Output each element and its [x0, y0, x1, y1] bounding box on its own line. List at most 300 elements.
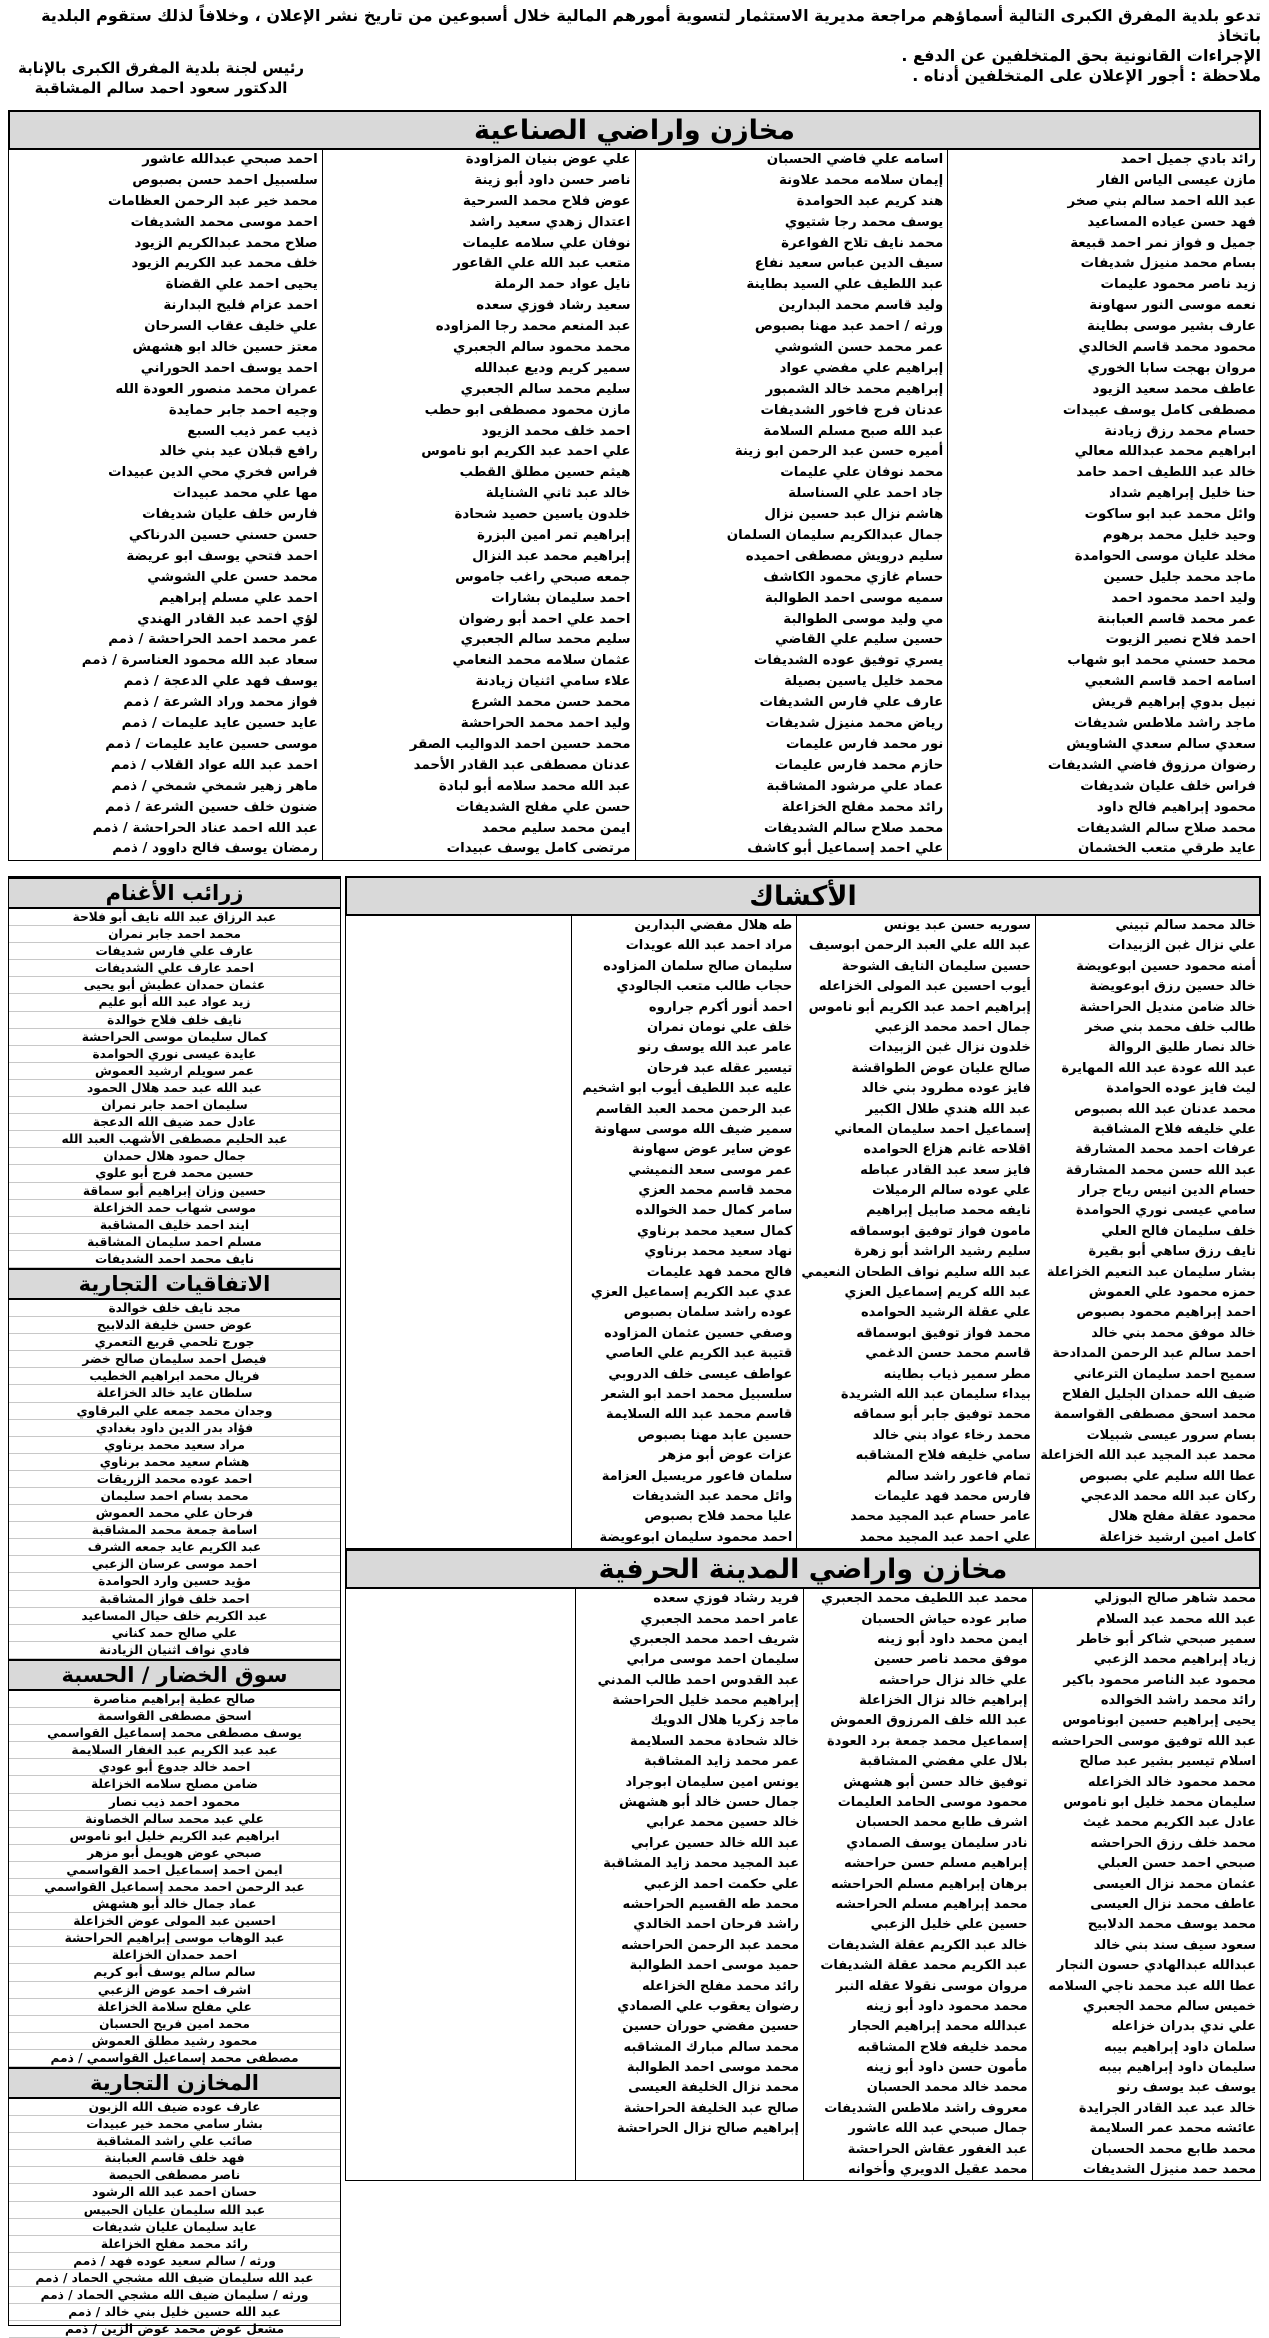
name-entry: اشرف طابع محمد الحسبان — [855, 1815, 1028, 1831]
name-entry — [346, 1324, 571, 1344]
name-entry: فايز سعد عبد القادر عباطه — [860, 1162, 1031, 1178]
name-entry: عبد الله حسن محمد المشارقة — [1065, 1162, 1256, 1178]
name-entry: علي خليفه فلاح المشاقبة — [1092, 1121, 1256, 1137]
vegetable-market-list — [9, 1691, 340, 2067]
name-entry: سوريه حسن عبد يونس — [883, 918, 1031, 933]
name-entry: فراس فخري محي الدين عبيدات — [108, 465, 318, 481]
name-entry: عمر موسى سعد النميشي — [628, 1162, 793, 1178]
name-entry: فالح محمد فهد عليمات — [646, 1264, 793, 1280]
name-entry: سليمان داود إبراهيم بيبه — [1098, 2060, 1256, 2076]
name-entry — [346, 1405, 571, 1425]
name-entry: محمد إبراهيم مسلم الحراحشه — [835, 1896, 1028, 1912]
name-entry: محمد عبد الرحمن الحراحشه — [621, 1937, 799, 1953]
name-entry — [346, 2119, 575, 2139]
name-entry: جمال حسن خالد أبو هشهش — [619, 1795, 799, 1811]
name-entry: وصفي حسين عثمان المزاوده — [604, 1325, 793, 1341]
name-entry: محمد طه القسيم الحراحشه — [622, 1896, 799, 1912]
name-entry: إبراهيم محمد خالد الشمبور — [765, 381, 944, 397]
name-entry: محمد فواز توفيق ابوسماقه — [856, 1325, 1031, 1341]
name-entry: عبد الغفور عقاش الحراحشة — [847, 2141, 1028, 2157]
name-entry: خالد نصار طليق الروالة — [1108, 1040, 1256, 1056]
signature-name: الدكتور سعود احمد سالم المشاقبة — [34, 79, 288, 97]
name-entry — [346, 1936, 575, 1956]
name-entry: سلسبيل محمد احمد ابو الشعر — [601, 1386, 793, 1402]
name-entry — [346, 1589, 575, 1609]
name-entry: إبراهيم محمد عبد النزال — [472, 548, 631, 564]
name-entry — [346, 1181, 571, 1201]
name-entry: رائد بادي جميل احمد — [1120, 152, 1256, 167]
name-entry: بسام سرور عيسى شبيلات — [1086, 1427, 1256, 1443]
name-entry — [346, 1426, 571, 1446]
name-entry: عبد المجيد محمد زايد المشاقبة — [603, 1856, 799, 1872]
name-entry — [346, 1630, 575, 1650]
name-entry: علي حكمت احمد الزعبي — [643, 1876, 799, 1892]
signature-block — [18, 58, 304, 98]
name-entry — [346, 1303, 571, 1323]
list-item: عادل حمد ضيف الله الدعجة — [9, 1114, 340, 1131]
name-entry: يحيى احمد علي القضاة — [165, 277, 318, 293]
name-entry: قتيبة عبد الكريم علي العاصي — [605, 1346, 793, 1362]
name-entry: سليم رشيد الراشد أبو زهرة — [854, 1244, 1031, 1260]
name-entry: بشار سليمان عبد النعيم الخزاعلة — [1046, 1264, 1256, 1280]
name-entry: حازم محمد فارس عليمات — [774, 757, 944, 773]
name-entry: علي خليف عقاب السرحان — [144, 319, 318, 335]
name-entry — [346, 1507, 571, 1527]
table-column — [803, 1589, 1032, 2180]
name-entry — [346, 2099, 575, 2119]
name-entry: توفيق خالد حسن أبو هشهش — [843, 1774, 1028, 1790]
name-entry — [346, 1140, 571, 1160]
name-entry: عارف علي فارس الشديفات — [759, 695, 944, 711]
name-entry: مروان موسى نقولا عقله النبر — [835, 1978, 1028, 1994]
name-entry: محمد محمود داود أبو زينه — [865, 1998, 1028, 2014]
name-entry: جمال عبدالكريم سليمان السلمان — [726, 528, 944, 544]
name-entry: علي احمد عبد المجيد محمد — [859, 1529, 1031, 1545]
name-entry: سمير ضيف الله موسى سهاونة — [594, 1121, 793, 1137]
name-entry: محمد اسحق مصطفى القواسمة — [1053, 1407, 1256, 1423]
intro-line-1: تدعو بلدية المفرق الكبرى التالية أسماؤهم مراجعة مديرية الاستثمار لتسوية أمورهم المالية خلال أسبوعين من تاريخ نشر الإعلان ، وخلافاً لذلك ستقوم البلدية باتخاذ — [41, 6, 1261, 45]
name-entry — [346, 1875, 575, 1895]
name-entry: محمد خلف رزق الحراحشه — [1090, 1835, 1256, 1851]
list-item: ابراهيم عبد الكريم خليل ابو ناموس — [9, 1828, 340, 1845]
name-entry: كمال سعيد محمد برناوي — [636, 1223, 793, 1239]
name-entry: خالد عبد اللطيف احمد حامد — [1076, 465, 1256, 481]
list-item: احمد عوده محمد الزريقات — [9, 1471, 340, 1488]
name-entry: وائل محمد عبد الشديفات — [632, 1488, 793, 1504]
name-entry: عارف بشير موسى بطاينة — [1087, 319, 1256, 335]
list-item: محمد احمد جابر نمران — [9, 926, 340, 943]
name-entry: زيد ناصر محمود عليمات — [1100, 277, 1256, 293]
name-entry: عوده راشد سلمان بصبوص — [623, 1305, 793, 1321]
table-column — [796, 916, 1035, 1548]
name-entry: لؤي احمد عبد القادر الهندي — [137, 611, 318, 627]
crafts-table — [345, 1589, 1261, 2181]
name-entry — [346, 2038, 575, 2058]
name-entry: عبد الله علي العبد الرحمن ابوسيف — [808, 938, 1031, 954]
name-entry: عرفات احمد محمد المشارقة — [1075, 1142, 1256, 1158]
name-entry: خلف علي نومان نمران — [646, 1019, 793, 1035]
name-entry: خالد عبد الكريم عقلة الشديفات — [827, 1937, 1028, 1953]
name-entry: نعمه موسى النور سهاونة — [1089, 298, 1256, 314]
name-entry: ركان عبد الله محمد الدعجي — [1080, 1488, 1256, 1504]
list-item: احمد موسى عرسان الزعبي — [9, 1556, 340, 1573]
name-entry: عادل عبد الكريم محمد غيث — [1082, 1815, 1256, 1831]
signature-title: رئيس لجنة بلدية المفرق الكبرى بالإنابة — [18, 59, 305, 77]
name-entry: احمد خلف محمد الزيود — [481, 423, 631, 439]
name-entry — [346, 1161, 571, 1181]
side-panel — [8, 876, 341, 2337]
name-entry — [346, 2140, 575, 2160]
name-entry: نور محمد فارس عليمات — [785, 736, 944, 752]
name-entry: محمد عدنان عبد الله بصبوص — [1074, 1101, 1256, 1117]
name-entry — [346, 1854, 575, 1874]
name-entry: عبد المنعم محمد رجا المزاوده — [435, 319, 631, 335]
name-entry: هيثم حسين مطلق القطب — [459, 465, 631, 481]
name-entry: جميل و فواز نمر احمد قبيعة — [1070, 235, 1256, 251]
name-entry: عمر محمد احمد الحراحشة / ذمم — [108, 632, 318, 648]
list-item: احسين عبد المولى عوض الخزاعلة — [9, 1913, 340, 1930]
list-item: محمود احمد ذيب نصار — [9, 1794, 340, 1811]
list-item: وجدان محمد جمعه علي البرقاوي — [9, 1403, 340, 1420]
intro-line-3: ملاحظة : أجور الإعلان على المتخلفين أدناه . — [912, 66, 1261, 85]
name-entry: إيمان سلامه محمد علاونة — [779, 172, 944, 188]
name-entry: عبدالله عبدالهادي حسون النجار — [1056, 1958, 1256, 1974]
name-entry: سمير كريم وديع عبدالله — [474, 360, 631, 376]
name-entry — [346, 1467, 571, 1487]
name-entry: نادر سليمان يوسف الصمادي — [846, 1835, 1028, 1851]
name-entry: ليث فايز عوده الحوامدة — [1106, 1081, 1256, 1097]
name-entry: عامر احمد محمد الجعبري — [640, 1611, 799, 1627]
name-entry: موفق محمد ناصر حسين — [873, 1652, 1028, 1668]
name-entry: معتز حسين خالد ابو هشهش — [132, 340, 318, 356]
name-entry: ماهر زهير شمخي شمخي / ذمم — [111, 778, 318, 794]
name-entry: محمد عبد المجيد عبد الله الخزاعلة — [1040, 1448, 1256, 1464]
name-entry: خلدون ياسين حصيد شحادة — [454, 507, 631, 523]
name-entry: حنا خليل إبراهيم شداد — [1109, 486, 1256, 502]
name-entry: مأمون حسن داود أبو زينه — [865, 2060, 1028, 2076]
name-entry: محمد صلاح سالم الشديفات — [763, 820, 944, 836]
name-entry: مراد احمد عبد الله عويدات — [625, 938, 793, 954]
name-entry: نهاد سعيد محمد برناوي — [644, 1244, 793, 1260]
name-entry: علي احمد إسماعيل أبو كاشف — [747, 841, 944, 857]
name-entry: وائل محمد عبد ابو ساكوت — [1084, 507, 1256, 523]
name-entry: محمد حسين احمد الدواليب الصقر — [409, 736, 631, 752]
name-entry: احمد يوسف احمد الحوراني — [140, 360, 318, 376]
list-item: عثمان حمدان عطيش أبو يحيى — [9, 977, 340, 994]
name-entry: ايمن محمد داود أبو زينه — [877, 1631, 1028, 1647]
name-entry: خلف محمد عبد الكريم الزيود — [131, 256, 318, 272]
list-item: احمد حمدان الخزاعلة — [9, 1947, 340, 1964]
name-entry: خالد حسين محمد عرابي — [646, 1815, 799, 1831]
name-entry — [346, 2058, 575, 2078]
name-entry — [346, 1610, 575, 1630]
name-entry: محمود عبد الناصر محمود باكير — [1063, 1672, 1256, 1688]
name-entry — [346, 2017, 575, 2037]
name-entry: رضوان يعقوب علي الصمادي — [617, 1998, 799, 2014]
name-entry: عبد الله سليم نواف الطحان النعيمي — [801, 1264, 1031, 1280]
name-entry: محمد عبد اللطيف محمد الجعبري — [820, 1591, 1028, 1607]
list-item: احمد خلف فواز المشاقبة — [9, 1591, 340, 1608]
name-entry: خالد شحادة محمد السلايمة — [629, 1733, 799, 1749]
name-entry: عايد حسين عايد عليمات / ذمم — [121, 716, 318, 732]
name-entry: محمد نوفان علي عليمات — [780, 465, 944, 481]
name-entry: قاسم محمد حسن الدغمي — [865, 1346, 1031, 1362]
name-entry — [346, 957, 571, 977]
list-item: احمد خالد جدوع أبو عودي — [9, 1759, 340, 1776]
name-entry: طه هلال مفضي البدارين — [634, 918, 793, 933]
name-entry: ناصر حسن داود أبو زينة — [474, 172, 631, 188]
name-entry: عبد اللطيف علي السيد بطاينة — [746, 277, 944, 293]
name-entry: عوض فلاح محمد السرحية — [462, 193, 631, 209]
name-entry: ايمن محمد سليم محمد — [481, 820, 631, 836]
list-item: فؤاد بدر الدين داود بغدادي — [9, 1420, 340, 1437]
name-entry: سليم محمد سالم الجعبري — [460, 381, 631, 397]
name-entry — [346, 1079, 571, 1099]
name-entry: أمنه محمود حسين ابوعويضة — [1076, 958, 1256, 974]
name-entry: محمد حسن علي الشوشي — [147, 569, 318, 585]
name-entry: محمود عقلة مفلح هلال — [1107, 1509, 1256, 1525]
name-entry: خالد موفق محمد بني خالد — [1091, 1325, 1256, 1341]
name-entry — [346, 1834, 575, 1854]
name-entry: ماجد راشد ملاطس شديفات — [1074, 716, 1256, 732]
name-entry: عزات عوض أبو مزهر — [659, 1448, 793, 1464]
list-item: مؤيد حسين وارد الحوامدة — [9, 1573, 340, 1590]
list-item: محمود رشيد مطلق العموش — [9, 2033, 340, 2050]
name-entry: محمد نزال الخليفة العيسى — [628, 2080, 799, 2096]
name-entry: عبد الله هندي طلال الكبير — [865, 1101, 1031, 1117]
name-entry: ماجد محمد جليل حسين — [1103, 569, 1256, 585]
name-entry: جاد احمد علي السناسلة — [788, 486, 944, 502]
name-entry — [346, 1752, 575, 1772]
name-entry: عثمان محمد نزال العيسى — [1092, 1876, 1256, 1892]
commercial-stores-list — [9, 2099, 340, 2338]
name-entry: إسماعيل محمد جمعة برد العودة — [827, 1733, 1028, 1749]
name-entry: احمد إبراهيم محمود بصبوص — [1076, 1305, 1256, 1321]
name-entry: مازن محمود مصطفى ابو حطب — [424, 402, 631, 418]
vegetable-market-title: سوق الخضار / الحسبة — [9, 1659, 340, 1691]
table-column — [322, 150, 635, 860]
list-item: رائد محمد مفلح الخزاعلة — [9, 2236, 340, 2253]
name-entry: حمزه محمود علي العموش — [1088, 1285, 1256, 1301]
name-entry: محمد صلاح سالم الشديفات — [1076, 820, 1256, 836]
list-item: ايمن احمد إسماعيل احمد القواسمي — [9, 1862, 340, 1879]
name-entry: جمال صبحي عبد الله عاشور — [848, 2121, 1028, 2137]
list-item: عايد سليمان عليان شديفات — [9, 2219, 340, 2236]
name-entry: رياض محمد منيزل شديفات — [765, 716, 944, 732]
name-entry: مها علي محمد عبيدات — [172, 486, 318, 502]
name-entry: خالد محمد سالم تبيني — [1115, 918, 1256, 933]
name-entry — [346, 1018, 571, 1038]
name-entry: إبراهيم محمد خليل الحراحشة — [612, 1693, 799, 1709]
list-item: مشعل عوض محمد عوض الزين / ذمم — [9, 2321, 340, 2338]
name-entry: حسين مفضي حوران حسين — [622, 2019, 799, 2035]
name-entry: بسام محمد منيزل شديفات — [1080, 256, 1256, 272]
name-entry: تمام فاعور راشد سالم — [886, 1468, 1031, 1484]
table-column — [575, 1589, 804, 2180]
list-item: عبد الوهاب موسى إبراهيم الحراحشة — [9, 1930, 340, 1947]
name-entry: محمد حسني محمد ابو شهاب — [1067, 653, 1256, 669]
name-entry — [576, 2140, 804, 2160]
name-entry: سلمان داود إبراهيم بيبه — [1103, 2039, 1256, 2055]
name-entry: صالح عبد الخليفة الحراحشة — [623, 2100, 799, 2116]
name-entry: ابراهيم محمد عبدالله معالي — [1074, 444, 1256, 460]
name-entry: عبد الكريم محمد عقلة الشديفات — [820, 1958, 1028, 1974]
name-entry: برهان إبراهيم مسلم الحراحشه — [831, 1876, 1028, 1892]
list-item: سلطان عايد خالد الخزاعلة — [9, 1385, 340, 1402]
name-entry: محمد خليفه فلاح المشاقبه — [857, 2039, 1028, 2055]
list-item: علي عبد محمد سالم الخصاونة — [9, 1811, 340, 1828]
table-column — [947, 150, 1260, 860]
name-entry: زياد إبراهيم محمد الزعبي — [1093, 1652, 1256, 1668]
list-item: عايدة عيسى نوري الحوامدة — [9, 1046, 340, 1063]
name-entry — [346, 1100, 571, 1120]
name-entry: عمران محمد منصور العودة الله — [115, 381, 318, 397]
list-item: محمد امين فريح الحسبان — [9, 2016, 340, 2033]
list-item: صبحي عوض هويمل أبو مزهر — [9, 1845, 340, 1862]
name-entry — [346, 1222, 571, 1242]
name-entry: عليا محمد فلاح بصبوص — [644, 1509, 793, 1525]
name-entry: حجاب طالب متعب الجالودي — [616, 979, 793, 995]
name-entry: مخلد عليان موسى الحوامدة — [1074, 548, 1256, 564]
name-entry: سيف الدين عباس سعيد نفاع — [754, 256, 944, 272]
name-entry: احمد صبحي عبدالله عاشور — [142, 152, 318, 167]
name-entry: سامي خليفه فلاح المشاقبه — [855, 1448, 1031, 1464]
name-entry: رضوان مرزوق فاضي الشديفات — [1047, 757, 1256, 773]
name-entry — [346, 1242, 571, 1262]
name-entry: عبد الله احمد عناد الحراحشة / ذمم — [92, 820, 318, 836]
list-item: صالح عطية إبراهيم مناصرة — [9, 1691, 340, 1708]
name-entry: محمود محمد قاسم الخالدي — [1078, 340, 1256, 356]
name-entry: اسامه احمد قاسم الشعبي — [1084, 674, 1256, 690]
name-entry: ذيب عمر ذيب السبع — [187, 423, 318, 439]
name-entry: نبيل بدوي إبراهيم قريش — [1091, 695, 1256, 711]
name-entry: عاطف محمد سعيد الزيود — [1092, 381, 1256, 397]
name-entry: يحيى إبراهيم حسين ابوناموس — [1062, 1713, 1256, 1729]
name-entry — [346, 1977, 575, 1997]
list-item: عبد الكريم خلف حيال المساعيد — [9, 1608, 340, 1625]
name-entry: رافع قبلان عيد بني خالد — [159, 444, 318, 460]
list-item: محمد بسام احمد سليمان — [9, 1488, 340, 1505]
list-item: فريال محمد ابراهيم الخطيب — [9, 1368, 340, 1385]
list-item: جورج تلحمي قريع التعمري — [9, 1334, 340, 1351]
list-item: يوسف مصطفى محمد إسماعيل القواسمي — [9, 1725, 340, 1742]
list-item: حسان احمد عبد الله الرشود — [9, 2184, 340, 2201]
name-entry: يسري توفيق عوده الشديفات — [753, 653, 944, 669]
list-item: مسلم احمد سليمان المشاقبة — [9, 1234, 340, 1251]
name-entry — [346, 1446, 571, 1466]
name-entry: محمد شاهر صالح البوزلي — [1094, 1591, 1256, 1607]
name-entry: عامر حسام عبد المجيد محمد — [850, 1509, 1031, 1525]
list-item: فهد خلف قاسم العبابنة — [9, 2150, 340, 2167]
name-entry: سليم درويش مصطفى احميده — [745, 548, 944, 564]
table-column — [635, 150, 948, 860]
table-column — [571, 916, 796, 1548]
name-entry: علي عقلة الرشيد الحوامده — [860, 1305, 1031, 1321]
name-entry: احمد فتحي يوسف ابو عريضة — [126, 548, 318, 564]
name-entry: محمد عقيل الدويري وأخوانه — [848, 2162, 1028, 2178]
name-entry — [346, 998, 571, 1018]
name-entry: فايز عوده مطرود بني خالد — [861, 1081, 1031, 1097]
name-entry: سليمان محمد خليل ابو ناموس — [1063, 1795, 1256, 1811]
name-entry — [346, 1365, 571, 1385]
name-entry: احمد علي احمد أبو رضوان — [458, 611, 631, 627]
list-item: علي مفلح سلامة الخزاعلة — [9, 1999, 340, 2016]
name-entry: حميد موسى احمد الطوالبة — [629, 1958, 799, 1974]
name-entry: إبراهيم مسلم حسن حراحشه — [844, 1856, 1028, 1872]
name-entry: محمد خليل ياسين بصيلة — [784, 674, 944, 690]
name-entry: عائشه محمد عمر السلايمة — [1089, 2121, 1256, 2137]
name-entry: عطا الله سليم علي بصبوص — [1079, 1468, 1256, 1484]
name-entry: محمد قاسم محمد العزي — [638, 1183, 793, 1199]
name-entry: رائد محمد راشد الخوالده — [1100, 1693, 1256, 1709]
lower-area — [8, 876, 1261, 2337]
list-item: صائب علي راشد المشاقبة — [9, 2133, 340, 2150]
name-entry: ضنون خلف حسين الشرعة / ذمم — [104, 799, 318, 815]
name-entry: مامون فواز توفيق ابوسماقه — [849, 1223, 1031, 1239]
name-entry: احمد سالم عبد الرحمن المدادحة — [1052, 1346, 1256, 1362]
list-item: سليمان احمد جابر نمران — [9, 1097, 340, 1114]
name-entry: حسام غازي محمود الكاشف — [763, 569, 944, 585]
name-entry: فراس خلف عليان شديفات — [1080, 778, 1256, 794]
list-item: هشام سعيد محمد برناوي — [9, 1454, 340, 1471]
industrial-section-title: مخازن واراضي الصناعية — [8, 110, 1261, 150]
name-entry: نايل عواد حمد الرملة — [494, 277, 631, 293]
name-entry: عدنان مصطفى عبد القادر الأحمد — [413, 757, 631, 773]
list-item: اسحق مصطفى القواسمة — [9, 1708, 340, 1725]
list-item: عبد الحليم مصطفى الأشهب العبد الله — [9, 1131, 340, 1148]
name-entry: سعدي سالم سعدي الشاويش — [1066, 736, 1256, 752]
name-entry: محمد حمد منيزل الشديفات — [1082, 2162, 1256, 2178]
name-entry: حسام الدين انيس رياح جرار — [1078, 1183, 1256, 1199]
name-entry: سلمان فاعور مريسيل العزامة — [601, 1468, 793, 1484]
name-entry: عبد الله خلف المرزوق العموش — [830, 1713, 1028, 1729]
name-entry: عبد الله توفيق موسى الحراحشه — [1051, 1733, 1256, 1749]
name-entry: فهد حسن عياده المساعيد — [1087, 214, 1256, 230]
name-entry: وليد قاسم محمد البدارين — [778, 298, 944, 314]
list-item: احمد عارف علي الشديفات — [9, 960, 340, 977]
name-entry: عبد القدوس احمد طالب المدني — [597, 1672, 799, 1688]
name-entry: سعيد رشاد فوزي سعده — [476, 298, 631, 314]
name-entry: سامي عيسى نوري الحوامدة — [1076, 1203, 1256, 1219]
name-entry: يوسف محمد رجا شتيوي — [784, 214, 944, 230]
name-entry: احمد موسى محمد الشديفات — [130, 214, 318, 230]
list-item: اشرف احمد عوض الزعبي — [9, 1982, 340, 1999]
name-entry: علي نزال غبن الزبيدات — [1107, 938, 1256, 954]
name-entry — [346, 1487, 571, 1507]
list-item: عارف علي فارس شديفات — [9, 943, 340, 960]
name-entry — [346, 1385, 571, 1405]
list-item: اسامة جمعة محمد المشاقبة — [9, 1522, 340, 1539]
name-entry: صبحي احمد حسن العبلي — [1097, 1856, 1256, 1872]
list-item: عبد الله سليمان عليان الحبيس — [9, 2202, 340, 2219]
name-entry: حسام محمد رزق زيادنة — [1104, 423, 1256, 439]
name-entry: ورثه / احمد عبد مهنا بصبوص — [754, 319, 944, 335]
name-entry: وحيد خليل محمد برهوم — [1102, 528, 1256, 544]
name-entry: بلال علي مفضي المشاقبة — [859, 1754, 1028, 1770]
list-item: عبد الرزاق عبد الله نايف أبو فلاحة — [9, 909, 340, 926]
name-entry: عمر محمد حسن الشوشي — [774, 340, 944, 356]
list-item: عبد عبد الكريم عبد الغفار السلايمة — [9, 1742, 340, 1759]
name-entry — [346, 1650, 575, 1670]
name-entry: عبد الله كريم إسماعيل العزي — [844, 1285, 1031, 1301]
list-item: عبد الكريم عايد جمعه الشرف — [9, 1539, 340, 1556]
name-entry: ضيف الله حمدان الجليل الفلاح — [1062, 1386, 1256, 1402]
list-item: علي صالح حمد كناني — [9, 1625, 340, 1642]
name-entry: محمد خير عبد الرحمن العظامات — [108, 193, 318, 209]
name-entry — [346, 1059, 571, 1079]
name-entry: عدي عبد الكريم إسماعيل العزي — [590, 1285, 793, 1301]
table-column — [346, 1589, 575, 2180]
